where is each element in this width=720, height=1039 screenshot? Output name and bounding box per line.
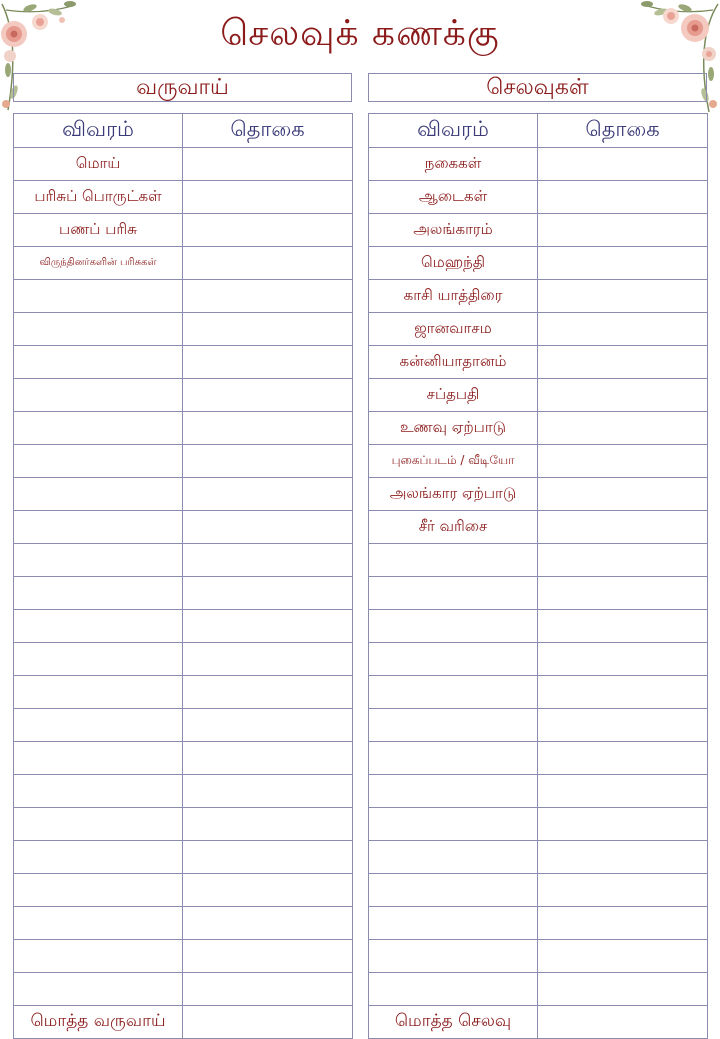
expense-item-label: சீர் வரிசை bbox=[369, 511, 538, 544]
income-row bbox=[14, 181, 353, 214]
income-blank-description-cell[interactable] bbox=[14, 940, 183, 973]
income-blank-amount-cell[interactable] bbox=[183, 511, 353, 544]
expense-blank-amount-cell[interactable] bbox=[538, 940, 708, 973]
income-blank-amount-cell[interactable] bbox=[183, 280, 353, 313]
income-blank-description-cell[interactable] bbox=[14, 379, 183, 412]
income-amount-cell[interactable] bbox=[183, 247, 353, 280]
income-total-amount-cell[interactable] bbox=[183, 1006, 353, 1039]
income-blank-description-cell[interactable] bbox=[14, 610, 183, 643]
expense-item-label: அலங்கார ஏற்பாடு bbox=[369, 478, 538, 511]
expense-blank-description-cell[interactable] bbox=[369, 940, 538, 973]
income-blank-description-cell[interactable] bbox=[14, 478, 183, 511]
expense-blank-amount-cell[interactable] bbox=[538, 742, 708, 775]
income-header-description: விவரம் bbox=[14, 114, 183, 148]
expense-blank-description-cell[interactable] bbox=[369, 544, 538, 577]
income-blank-row bbox=[14, 775, 353, 808]
income-blank-amount-cell[interactable] bbox=[183, 577, 353, 610]
income-blank-description-cell[interactable] bbox=[14, 841, 183, 874]
expense-item-label: உணவு ஏற்பாடு bbox=[369, 412, 538, 445]
income-blank-description-cell[interactable] bbox=[14, 973, 183, 1006]
income-blank-amount-cell[interactable] bbox=[183, 478, 353, 511]
expense-amount-cell[interactable] bbox=[538, 148, 708, 181]
income-blank-row bbox=[14, 544, 353, 577]
income-blank-row bbox=[14, 379, 353, 412]
expenses-header-description: விவரம் bbox=[369, 114, 538, 148]
income-total-label: மொத்த வருவாய் bbox=[14, 1006, 183, 1039]
income-amount-cell[interactable] bbox=[183, 148, 353, 181]
income-blank-row bbox=[14, 874, 353, 907]
income-total-row bbox=[14, 1006, 353, 1039]
income-blank-row bbox=[14, 610, 353, 643]
income-blank-amount-cell[interactable] bbox=[183, 610, 353, 643]
expense-blank-amount-cell[interactable] bbox=[538, 808, 708, 841]
income-blank-description-cell[interactable] bbox=[14, 577, 183, 610]
expense-blank-description-cell[interactable] bbox=[369, 841, 538, 874]
expense-row bbox=[369, 247, 708, 280]
income-blank-row bbox=[14, 841, 353, 874]
expense-row bbox=[369, 313, 708, 346]
income-blank-amount-cell[interactable] bbox=[183, 907, 353, 940]
income-blank-row bbox=[14, 412, 353, 445]
expense-item-label: நகைகள் bbox=[369, 148, 538, 181]
income-title: வருவாய் bbox=[13, 73, 352, 102]
expense-row bbox=[369, 511, 708, 544]
income-blank-row bbox=[14, 280, 353, 313]
income-blank-row bbox=[14, 940, 353, 973]
income-blank-row bbox=[14, 445, 353, 478]
income-blank-description-cell[interactable] bbox=[14, 676, 183, 709]
expense-blank-description-cell[interactable] bbox=[369, 577, 538, 610]
income-blank-amount-cell[interactable] bbox=[183, 544, 353, 577]
income-blank-row bbox=[14, 808, 353, 841]
income-blank-description-cell[interactable] bbox=[14, 907, 183, 940]
income-blank-row bbox=[14, 676, 353, 709]
income-blank-row bbox=[14, 742, 353, 775]
expense-blank-row bbox=[369, 874, 708, 907]
expense-row bbox=[369, 346, 708, 379]
income-row bbox=[14, 148, 353, 181]
expense-blank-row bbox=[369, 742, 708, 775]
income-blank-amount-cell[interactable] bbox=[183, 742, 353, 775]
expenses-title: செலவுகள் bbox=[368, 73, 707, 102]
income-row bbox=[14, 247, 353, 280]
expense-blank-description-cell[interactable] bbox=[369, 775, 538, 808]
income-item-label: பரிசுப் பொருட்கள் bbox=[14, 181, 183, 214]
income-blank-description-cell[interactable] bbox=[14, 775, 183, 808]
income-blank-row bbox=[14, 709, 353, 742]
expense-blank-amount-cell[interactable] bbox=[538, 610, 708, 643]
income-blank-description-cell[interactable] bbox=[14, 544, 183, 577]
income-blank-amount-cell[interactable] bbox=[183, 346, 353, 379]
expense-blank-amount-cell[interactable] bbox=[538, 841, 708, 874]
income-item-label: பணப் பரிசு bbox=[14, 214, 183, 247]
expenses-section bbox=[368, 73, 707, 1039]
expense-row bbox=[369, 148, 708, 181]
income-blank-description-cell[interactable] bbox=[14, 709, 183, 742]
expense-item-label: சப்தபதி bbox=[369, 379, 538, 412]
expense-amount-cell[interactable] bbox=[538, 346, 708, 379]
expense-blank-row bbox=[369, 643, 708, 676]
income-blank-amount-cell[interactable] bbox=[183, 709, 353, 742]
expense-amount-cell[interactable] bbox=[538, 511, 708, 544]
expense-row bbox=[369, 181, 708, 214]
income-blank-row bbox=[14, 577, 353, 610]
expense-blank-amount-cell[interactable] bbox=[538, 709, 708, 742]
page-title: செலவுக் கணக்கு bbox=[220, 13, 500, 54]
income-blank-row bbox=[14, 643, 353, 676]
expense-amount-cell[interactable] bbox=[538, 445, 708, 478]
income-header-row bbox=[14, 114, 353, 148]
expense-blank-row bbox=[369, 940, 708, 973]
expense-blank-amount-cell[interactable] bbox=[538, 577, 708, 610]
expenses-header-row bbox=[369, 114, 708, 148]
expense-blank-row bbox=[369, 676, 708, 709]
expenses-header-amount: தொகை bbox=[538, 114, 708, 148]
income-blank-amount-cell[interactable] bbox=[183, 973, 353, 1006]
income-blank-row bbox=[14, 478, 353, 511]
expense-blank-amount-cell[interactable] bbox=[538, 643, 708, 676]
expense-blank-description-cell[interactable] bbox=[369, 610, 538, 643]
expense-blank-description-cell[interactable] bbox=[369, 676, 538, 709]
expense-blank-row bbox=[369, 808, 708, 841]
expense-item-label: அலங்காரம் bbox=[369, 214, 538, 247]
income-blank-description-cell[interactable] bbox=[14, 346, 183, 379]
expense-blank-description-cell[interactable] bbox=[369, 874, 538, 907]
expense-item-label: காசி யாத்திரை bbox=[369, 280, 538, 313]
income-amount-cell[interactable] bbox=[183, 181, 353, 214]
expense-amount-cell[interactable] bbox=[538, 379, 708, 412]
expense-blank-amount-cell[interactable] bbox=[538, 907, 708, 940]
income-blank-amount-cell[interactable] bbox=[183, 676, 353, 709]
income-blank-description-cell[interactable] bbox=[14, 874, 183, 907]
expenses-total-row bbox=[369, 1006, 708, 1039]
expense-blank-amount-cell[interactable] bbox=[538, 973, 708, 1006]
expense-blank-row bbox=[369, 907, 708, 940]
expenses-total-amount-cell[interactable] bbox=[538, 1006, 708, 1039]
expense-blank-description-cell[interactable] bbox=[369, 709, 538, 742]
income-blank-row bbox=[14, 907, 353, 940]
income-blank-amount-cell[interactable] bbox=[183, 808, 353, 841]
expense-blank-row bbox=[369, 973, 708, 1006]
income-blank-amount-cell[interactable] bbox=[183, 379, 353, 412]
income-blank-description-cell[interactable] bbox=[14, 742, 183, 775]
expense-amount-cell[interactable] bbox=[538, 181, 708, 214]
expense-blank-amount-cell[interactable] bbox=[538, 775, 708, 808]
expense-blank-row bbox=[369, 544, 708, 577]
income-blank-amount-cell[interactable] bbox=[183, 874, 353, 907]
expense-blank-description-cell[interactable] bbox=[369, 643, 538, 676]
expense-blank-row bbox=[369, 610, 708, 643]
expense-item-label: புகைப்படம் / வீடியோ bbox=[369, 445, 538, 478]
expense-amount-cell[interactable] bbox=[538, 214, 708, 247]
income-blank-row bbox=[14, 973, 353, 1006]
expense-blank-description-cell[interactable] bbox=[369, 973, 538, 1006]
income-table bbox=[13, 113, 353, 1039]
income-blank-row bbox=[14, 346, 353, 379]
income-item-label: விருந்தினர்களின் பரிசுகள் bbox=[14, 247, 183, 280]
income-blank-amount-cell[interactable] bbox=[183, 643, 353, 676]
expense-blank-row bbox=[369, 577, 708, 610]
income-blank-amount-cell[interactable] bbox=[183, 940, 353, 973]
income-amount-cell[interactable] bbox=[183, 214, 353, 247]
expenses-total-label: மொத்த செலவு bbox=[369, 1006, 538, 1039]
expense-blank-amount-cell[interactable] bbox=[538, 676, 708, 709]
expense-blank-amount-cell[interactable] bbox=[538, 874, 708, 907]
expense-blank-row bbox=[369, 775, 708, 808]
expense-amount-cell[interactable] bbox=[538, 280, 708, 313]
expense-row bbox=[369, 214, 708, 247]
expense-amount-cell[interactable] bbox=[538, 247, 708, 280]
expense-blank-description-cell[interactable] bbox=[369, 907, 538, 940]
expense-item-label: ஆடைகள் bbox=[369, 181, 538, 214]
income-blank-row bbox=[14, 511, 353, 544]
expense-row bbox=[369, 445, 708, 478]
expense-row bbox=[369, 280, 708, 313]
income-blank-description-cell[interactable] bbox=[14, 808, 183, 841]
expense-blank-description-cell[interactable] bbox=[369, 742, 538, 775]
income-blank-amount-cell[interactable] bbox=[183, 775, 353, 808]
income-blank-row bbox=[14, 313, 353, 346]
income-blank-amount-cell[interactable] bbox=[183, 445, 353, 478]
expense-blank-amount-cell[interactable] bbox=[538, 544, 708, 577]
expense-row bbox=[369, 478, 708, 511]
expense-row bbox=[369, 379, 708, 412]
income-section bbox=[13, 73, 352, 1039]
expense-blank-row bbox=[369, 841, 708, 874]
expense-item-label: கன்னியாதானம் bbox=[369, 346, 538, 379]
income-blank-description-cell[interactable] bbox=[14, 511, 183, 544]
income-blank-description-cell[interactable] bbox=[14, 445, 183, 478]
income-item-label: மொய் bbox=[14, 148, 183, 181]
expenses-table bbox=[368, 113, 708, 1039]
income-row bbox=[14, 214, 353, 247]
income-blank-description-cell[interactable] bbox=[14, 313, 183, 346]
expense-blank-row bbox=[369, 709, 708, 742]
income-header-amount: தொகை bbox=[183, 114, 353, 148]
income-blank-description-cell[interactable] bbox=[14, 280, 183, 313]
income-blank-description-cell[interactable] bbox=[14, 412, 183, 445]
income-blank-amount-cell[interactable] bbox=[183, 841, 353, 874]
expense-blank-description-cell[interactable] bbox=[369, 808, 538, 841]
income-blank-amount-cell[interactable] bbox=[183, 313, 353, 346]
expense-amount-cell[interactable] bbox=[538, 313, 708, 346]
expense-item-label: ஜானவாசம bbox=[369, 313, 538, 346]
expense-item-label: மெஹந்தி bbox=[369, 247, 538, 280]
expense-amount-cell[interactable] bbox=[538, 478, 708, 511]
expense-row bbox=[369, 412, 708, 445]
expense-amount-cell[interactable] bbox=[538, 412, 708, 445]
income-blank-description-cell[interactable] bbox=[14, 643, 183, 676]
income-blank-amount-cell[interactable] bbox=[183, 412, 353, 445]
